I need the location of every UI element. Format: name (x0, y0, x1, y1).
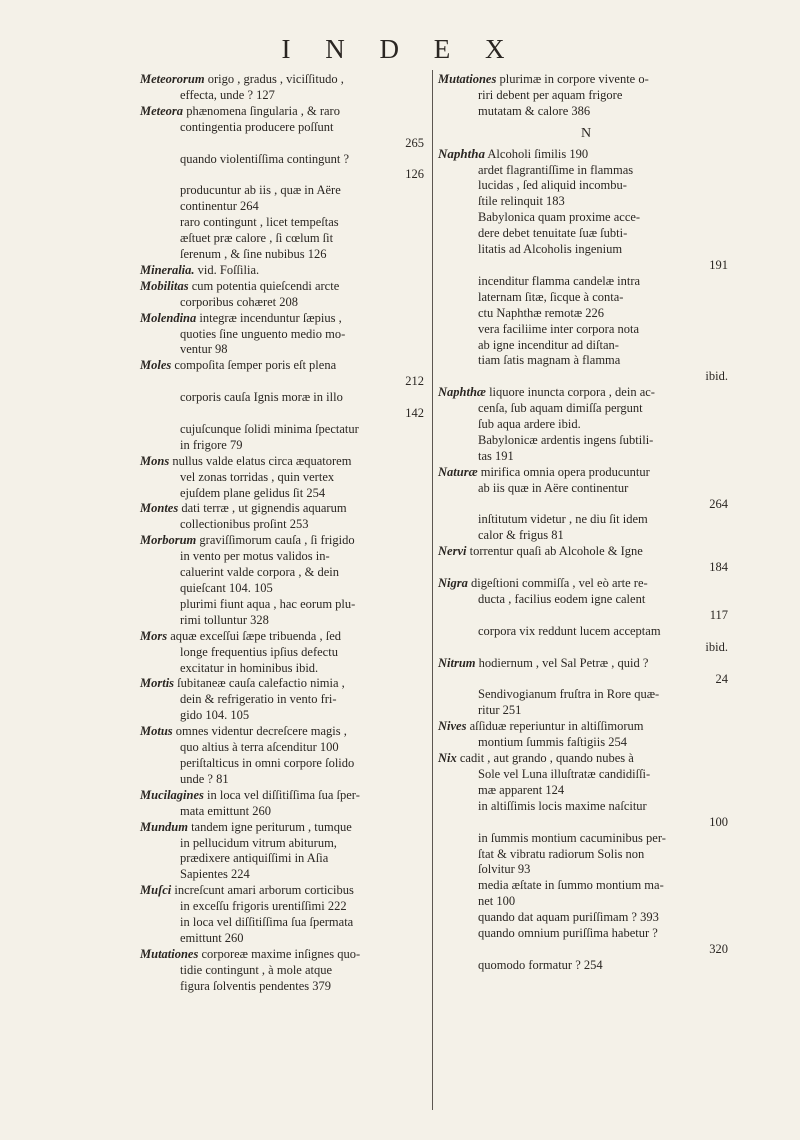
entry-text: in ſummis montium cacuminibus per- (478, 830, 666, 845)
entry-headword: Mors (140, 628, 168, 643)
page-header: I N D E X (281, 34, 519, 64)
entry-text: in altiſſimis locis maxime naſcitur (478, 798, 647, 813)
entry-text: increſcunt amari arborum corticibus (174, 883, 354, 898)
entry-text: Sendivogianum fruſtra in Rore quæ- (478, 687, 660, 702)
entry-text: periſtalticus in omni corpore ſolido (180, 755, 355, 770)
entry-text: tas 191 (478, 448, 514, 463)
page-reference: 212 (405, 374, 424, 389)
entry-text: gido 104. 105 (180, 708, 250, 723)
entry-headword: Meteora (140, 103, 184, 118)
entry-text: æſtuet præ calore , ſi cœlum ſit (180, 231, 334, 246)
entry-text: corpora vix reddunt lucem acceptam (478, 623, 661, 638)
entry-headword: Naphthæ (438, 385, 486, 400)
entry-text: Alcoholi ſimilis 190 (487, 146, 589, 161)
entry-headword: Naphtha (438, 145, 485, 161)
page-reference: 100 (709, 814, 728, 829)
entry-text: quieſcant 104. 105 (180, 581, 273, 595)
entry-text: raro contingunt , licet tempeſtas (180, 215, 339, 230)
entry-headword: Muſci (140, 883, 172, 898)
entry-text: Sole vel Luna illuſtratæ candidiſſi- (478, 766, 651, 781)
entry-text: in exceſſu frigoris urentiſſimi 222 (180, 899, 347, 914)
entry-text: Babylonica quam proxime acce- (478, 210, 641, 225)
entry-text: figura ſolventis pendentes 379 (180, 978, 332, 993)
index-entry (438, 465, 734, 545)
entry-text: tandem igne periturum , tumque (191, 819, 352, 834)
index-entry (140, 629, 430, 677)
entry-text: ſtile relinquit 183 (478, 194, 565, 209)
entry-text: quando violentiſſima contingunt ? (180, 151, 350, 166)
entry-headword: Nervi (438, 544, 467, 559)
entry-text: torrentur quaſi ab Alcohole & Igne (469, 544, 643, 559)
index-entry (140, 676, 430, 724)
entry-text: cenſa, ſub aquam dimiſſa pergunt (478, 401, 643, 416)
page-reference: 24 (715, 671, 728, 686)
entry-text: montium ſummis faſtigiis 254 (478, 735, 627, 750)
entry-text: ſubitaneæ cauſa calefactio nimia , (177, 676, 345, 691)
index-entry (140, 311, 430, 359)
entry-text: plurimi fiunt aqua , hac eorum plu- (180, 596, 356, 611)
entry-headword: Mundum (140, 819, 188, 834)
entry-headword: Mobilitas (140, 278, 189, 293)
entry-text: ejuſdem plane gelidus ſit 254 (180, 485, 326, 500)
entry-text: tiam ſatis magnam à flamma (478, 353, 621, 368)
entry-text: aſſiduæ reperiuntur in altiſſimorum (469, 719, 644, 734)
page-reference: 184 (709, 560, 728, 575)
entry-headword: Nix (438, 751, 457, 766)
entry-text: mutatam & calore 386 (478, 103, 591, 118)
index-entry (140, 501, 430, 533)
entry-text: dati terræ , ut gignendis aquarum (181, 501, 347, 516)
entry-text: ſolvitur 93 (478, 862, 531, 877)
entry-text: incenditur flamma candelæ intra (478, 273, 641, 288)
index-entry (140, 104, 430, 263)
entry-text: digeſtioni commiſſa , vel eò arte re- (471, 576, 648, 591)
entry-headword: Mutationes (140, 946, 199, 961)
index-entry (438, 544, 734, 576)
entry-text: omnes videntur decreſcere magis , (175, 724, 347, 739)
entry-text: dere debet tenuitate ſuæ ſubti- (478, 226, 628, 241)
entry-text: collectionibus proſint 253 (180, 517, 309, 532)
entry-headword: Mortis (140, 676, 175, 691)
entry-text: origo , gradus , viciſſitudo , (207, 72, 344, 86)
entry-text: media æſtate in ſummo montium ma- (478, 878, 664, 893)
index-entry (438, 656, 734, 720)
entry-headword: Motus (140, 724, 173, 739)
entry-text: rimi tolluntur 328 (180, 612, 269, 627)
entry-text: aquæ exceſſui ſæpe tribuenda , ſed (170, 628, 342, 643)
page-reference: ibid. (705, 369, 728, 384)
entry-text: vera faciliime inter corpora nota (478, 321, 640, 336)
entry-text: effecta, unde ? 127 (180, 87, 275, 102)
entry-text: quoties ſine unguento medio mo- (180, 326, 346, 341)
entry-text: corporibus cohæret 208 (180, 294, 299, 309)
entry-text: ventur 98 (180, 342, 228, 357)
entry-text: cadit , aut grando , quando nubes à (459, 751, 634, 766)
entry-text: Babylonicæ ardentis ingens ſubtili- (478, 432, 654, 447)
entry-text: compoſita ſemper poris eſt plena (174, 358, 337, 373)
entry-text: mirifica omnia opera producuntur (480, 464, 650, 479)
entry-text: quo altius à terra aſcenditur 100 (180, 740, 339, 755)
index-entry (140, 724, 430, 788)
entry-text: cujuſcunque ſolidi minima ſpectatur (180, 421, 359, 436)
entry-text: integræ incenduntur ſæpius , (199, 310, 342, 325)
index-entry (140, 947, 430, 995)
entry-text: mata emittunt 260 (180, 803, 271, 818)
section-letter: N (580, 125, 592, 141)
index-entry (140, 533, 430, 628)
entry-text: corporis cauſa Ignis moræ in illo (180, 390, 343, 405)
entry-text: graviſſimorum cauſa , ſi frigido (199, 533, 355, 548)
right-column (438, 72, 734, 974)
entry-text: ardet flagrantiſſime in flammas (478, 162, 634, 177)
entry-text: vel zonas torridas , quin vertex (180, 469, 335, 484)
entry-text: continentur 264 (180, 199, 259, 214)
page-reference: 320 (709, 941, 728, 956)
entry-headword: Meteororum (140, 72, 205, 86)
entry-text: excitatur in hominibus ibid. (180, 660, 319, 675)
entry-headword: Nitrum (438, 655, 476, 670)
entry-text: longe frequentius ipſius defectu (180, 644, 338, 659)
entry-text: in loca vel diſſitiſſima ſua ſper- (207, 787, 360, 802)
entry-headword: Morborum (140, 533, 197, 548)
entry-text: in loca vel diſſitiſſima ſua ſpermata (180, 915, 354, 930)
page-reference: 265 (405, 135, 424, 150)
column-divider (432, 70, 433, 1110)
entry-text: mæ apparent 124 (478, 782, 565, 797)
entry-headword: Molendina (140, 310, 197, 325)
entry-text: liquore inuncta corpora , dein ac- (489, 385, 655, 400)
entry-text: riri debent per aquam frigore (478, 87, 623, 102)
entry-text: ducta , facilius eodem igne calent (478, 592, 646, 606)
index-entry (438, 719, 734, 751)
entry-text: hodiernum , vel Sal Petræ , quid ? (478, 655, 649, 670)
entry-text: corporeæ maxime inſignes quo- (201, 946, 361, 961)
entry-text: net 100 (478, 894, 516, 909)
index-entry (438, 751, 734, 974)
page-reference: 142 (405, 406, 424, 421)
entry-text: ſtat & vibratu radiorum Solis non (478, 846, 645, 861)
entry-text: phænomena ſingularia , & raro (186, 103, 340, 118)
entry-text: calor & frigus 81 (478, 528, 564, 543)
entry-text: unde ? 81 (180, 771, 229, 786)
entry-text: lucidas , ſed aliquid incombu- (478, 178, 627, 193)
entry-text: Sapientes 224 (180, 867, 250, 882)
entry-text: inſtitutum videtur , ne diu ſit idem (478, 512, 648, 527)
entry-text: quando dat aquam puriſſimam ? 393 (478, 910, 659, 925)
entry-text: litatis ad Alcoholis ingenium (478, 242, 623, 257)
entry-text: ritur 251 (478, 703, 522, 718)
entry-text: ſerenum , & ſine nubibus 126 (180, 246, 327, 261)
entry-text: contingentia producere poſſunt (180, 119, 334, 134)
entry-text: emittunt 260 (180, 930, 244, 945)
entry-headword: Mucilagines (140, 787, 204, 802)
entry-text: laternam ſitæ, ſicque à conta- (478, 289, 624, 304)
entry-headword: Mutationes (438, 72, 497, 86)
index-entry (140, 263, 430, 279)
entry-text: caluerint valde corpora , & dein (180, 565, 339, 580)
entry-text: in vento per motus validos in- (180, 549, 330, 564)
entry-text: nullus valde elatus circa æquatorem (172, 453, 352, 468)
page-reference: 117 (709, 607, 728, 622)
index-entry (438, 72, 734, 120)
page-reference: 264 (709, 496, 728, 511)
entry-headword: Nigra (438, 576, 468, 591)
entry-text: cum potentia quieſcendi arcte (191, 278, 340, 293)
entry-text: quando omnium puriſſima habetur ? (478, 926, 658, 941)
page-reference: ibid. (705, 639, 728, 654)
index-entry (140, 72, 430, 104)
index-entry (140, 279, 430, 311)
entry-text: prædixere antiquiſſimi in Aſia (180, 851, 329, 866)
entry-text: quomodo formatur ? 254 (478, 957, 603, 972)
entry-text: in frigore 79 (180, 437, 243, 452)
entry-text: plurimæ in corpore vivente o- (499, 72, 649, 86)
page-reference: 191 (709, 257, 728, 272)
index-entry (140, 883, 430, 947)
index-entry (438, 146, 734, 386)
index-entry (140, 358, 430, 453)
entry-headword: Moles (140, 358, 172, 373)
entry-text: ſub aqua ardere ibid. (478, 417, 581, 432)
index-entry (140, 454, 430, 502)
entry-text: ab iis quæ in Aëre continentur (478, 480, 629, 495)
entry-headword: Naturæ (438, 464, 478, 479)
entry-text: dein & refrigeratio in vento fri- (180, 692, 337, 707)
entry-text: tidie contingunt , à mole atque (180, 962, 333, 977)
index-entry (140, 788, 430, 820)
entry-text: in pellucidum vitrum abiturum, (180, 835, 337, 850)
entry-headword: Montes (140, 501, 179, 516)
page-reference: 126 (405, 167, 424, 182)
entry-text: vid. Foſſilia. (197, 262, 260, 277)
entry-text: ab igne incenditur ad diſtan- (478, 337, 619, 352)
entry-headword: Nives (438, 719, 467, 734)
entry-text: producuntur ab iis , quæ in Aëre (180, 183, 341, 198)
index-entry (140, 820, 430, 884)
entry-headword: Mineralia. (140, 262, 195, 277)
index-entry (438, 385, 734, 465)
entry-headword: Mons (140, 453, 170, 468)
entry-text: ctu Naphthæ remotæ 226 (478, 305, 605, 320)
index-entry (438, 576, 734, 656)
left-column (140, 72, 430, 995)
